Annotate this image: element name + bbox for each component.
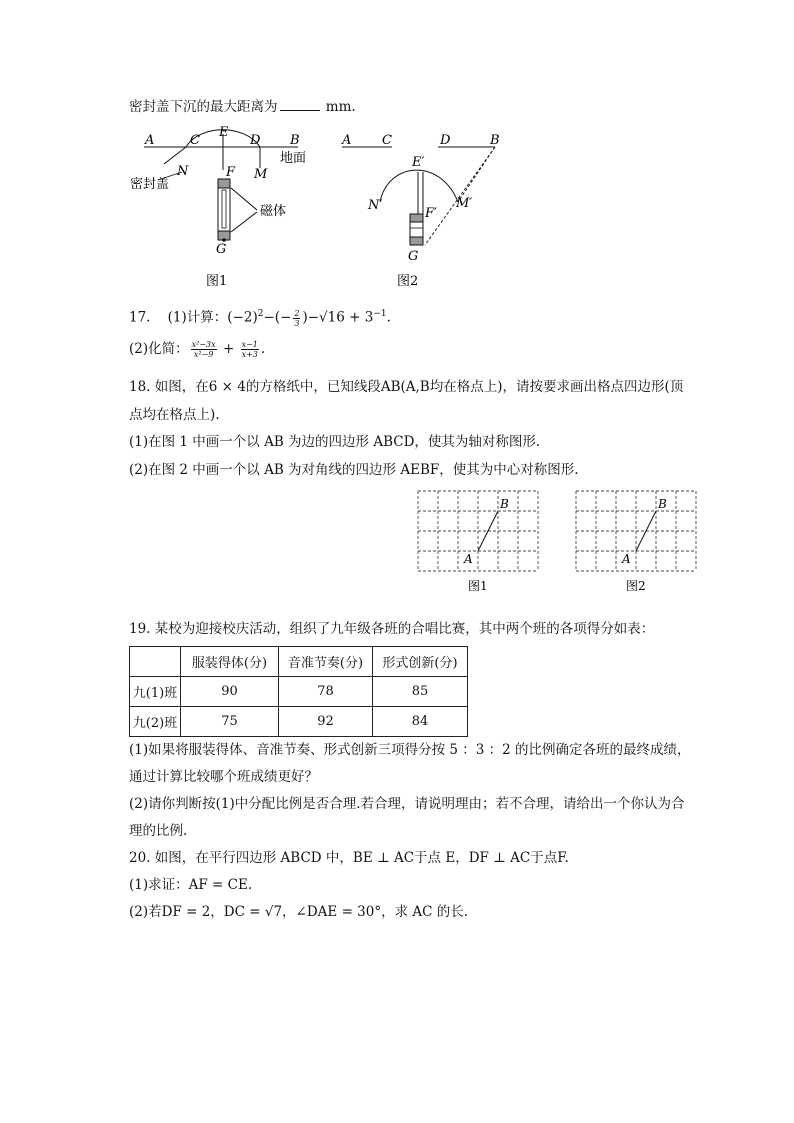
q18-line-4: (2)在图 2 中画一个以 AB 为对角线的四边形 AEBF，使其为中心对称图形. [129,462,579,478]
cap-label: 密封盖 [130,177,170,192]
grid1-label-b: B [500,497,509,511]
q17-p2-fraction-1 [191,340,217,359]
fig2-label-a: A [342,133,352,148]
q17-p1-a-exp: 2 [257,309,264,319]
frac-denominator: x+3 [241,350,258,359]
grid-figure-1 [416,488,540,596]
fig2-label-c: C [382,133,392,148]
fig2-label-m: M′ [456,196,473,211]
fig1-caption: 图1 [206,274,228,289]
grid1-caption: 图1 [468,579,488,593]
q17-p1-label: (1)计算： [167,309,228,326]
table-cell: 85 [373,677,468,707]
figure-2 [341,133,500,289]
answer-blank [280,98,320,111]
fig1-label-e: E [219,125,229,140]
fig1-label-g: G [216,242,227,257]
grid-lines [418,491,538,571]
q20-part-1: (1)求证：AF = CE. [129,877,253,893]
q18-line-2: 点均在格点上). [129,407,220,423]
frac-denominator: x²−9 [193,350,214,359]
frac-numerator: x²−3x [191,340,216,349]
fig2-label-f: F′ [425,206,437,221]
q17-number: 17. [129,309,151,326]
table-cell: 84 [373,707,468,737]
fig1-label-f: F [226,165,236,180]
table-cell: 78 [279,677,373,707]
q17-part2 [129,340,265,359]
table-header-cell: 形式创新(分) [373,647,468,677]
table-cell: 75 [181,707,279,737]
q20-part-2: (2)若DF = 2，DC = √7，∠DAE = 30°，求 AC 的长. [129,904,469,920]
fig2-label-d: D [440,133,451,148]
fig1-label-n: N [177,164,189,179]
q18-line-1: 18. 如图，在6 × 4的方格纸中，已知线段AB(A,B均在格点上)，请按要求画出格点四边形(顶 [129,379,684,395]
q19-intro: 19. 某校为迎接校庆活动，组织了九年级各班的合唱比赛，其中两个班的各项得分如表： [129,621,655,637]
q19-p2-line-1: (2)请你判断按(1)中分配比例是否合理.若合理，请说明理由；若不合理，请给出一个你认为合 [129,796,685,812]
q17-p2-label: (2)化简： [129,341,189,357]
grid2-label-a: A [622,552,631,566]
grid-figure-2 [574,488,698,596]
magnet-label: 磁体 [260,204,287,219]
q17-p1-end: . [386,309,391,326]
q18-line-3: (1)在图 1 中画一个以 AB 为边的四边形 ABCD，使其为轴对称图形. [129,434,541,450]
fig1-label-m: M [254,167,268,182]
grid-lines [576,491,696,571]
table-cell: 90 [181,677,279,707]
ground-label: 地面 [280,151,307,166]
q17-p2-fraction-2 [241,340,259,359]
fig1-label-c: C [190,133,200,148]
fig2-label-n: N′ [368,198,383,213]
q16-unit: mm. [325,99,356,115]
q17-p1-fraction [293,309,300,328]
grid2-label-b: B [658,497,667,511]
q17-p1-b: −(− [263,309,292,326]
q17-p1-a: (−2) [227,309,258,326]
table-cell: 九(2)班 [130,707,181,737]
q17-p2-plus: + [222,341,235,357]
fig2-label-g: G [408,249,419,264]
fig1-label-a: A [145,133,155,148]
table-row [130,677,468,707]
table-header-cell: 服装得体(分) [181,647,279,677]
q17-p1-c: )− [302,309,320,326]
fig2-label-e: E′ [412,155,425,170]
q19-p2-line-2: 理的比例. [129,823,188,839]
fig1-label-d: D [250,133,261,148]
q17-p1-d: + 3 [349,309,374,326]
table-cell: 92 [279,707,373,737]
frac-denominator: 3 [294,318,300,328]
frac-numerator: x−1 [241,340,258,349]
q19-p1-line-1: (1)如果将服装得体、音准节奏、形式创新三项得分按 5 ：3 ：2 的比例确定各班的最终成绩， [129,742,691,758]
table-header-row [130,647,468,677]
fig2-label-b: B [490,133,500,148]
q17-part1 [129,305,391,328]
q17-p2-end: . [260,341,266,357]
figure-1 [130,125,306,289]
q17-p1-d-exp: −1 [373,309,387,319]
q20-intro: 20. 如图，在平行四边形 ABCD 中，BE ⊥ AC于点 E，DF ⊥ AC于点F. [129,850,569,866]
table-cell: 九(1)班 [130,677,181,707]
fig2-caption: 图2 [397,274,419,289]
table-header-cell: 音准节奏(分) [279,647,373,677]
grid1-label-a: A [464,552,473,566]
frac-numerator: 2 [294,308,300,318]
seal-cap-figures [120,122,520,292]
score-table [129,646,468,737]
fig1-label-b: B [290,133,300,148]
table-header-cell [130,647,181,677]
grid2-caption: 图2 [626,579,646,593]
q16-tail [129,98,356,116]
q17-p1-root: √16 [319,309,345,326]
q16-text: 密封盖下沉的最大距离为 [129,99,278,115]
q19-p1-line-2: 通过计算比较哪个班成绩更好？ [129,769,318,785]
table-row [130,707,468,737]
